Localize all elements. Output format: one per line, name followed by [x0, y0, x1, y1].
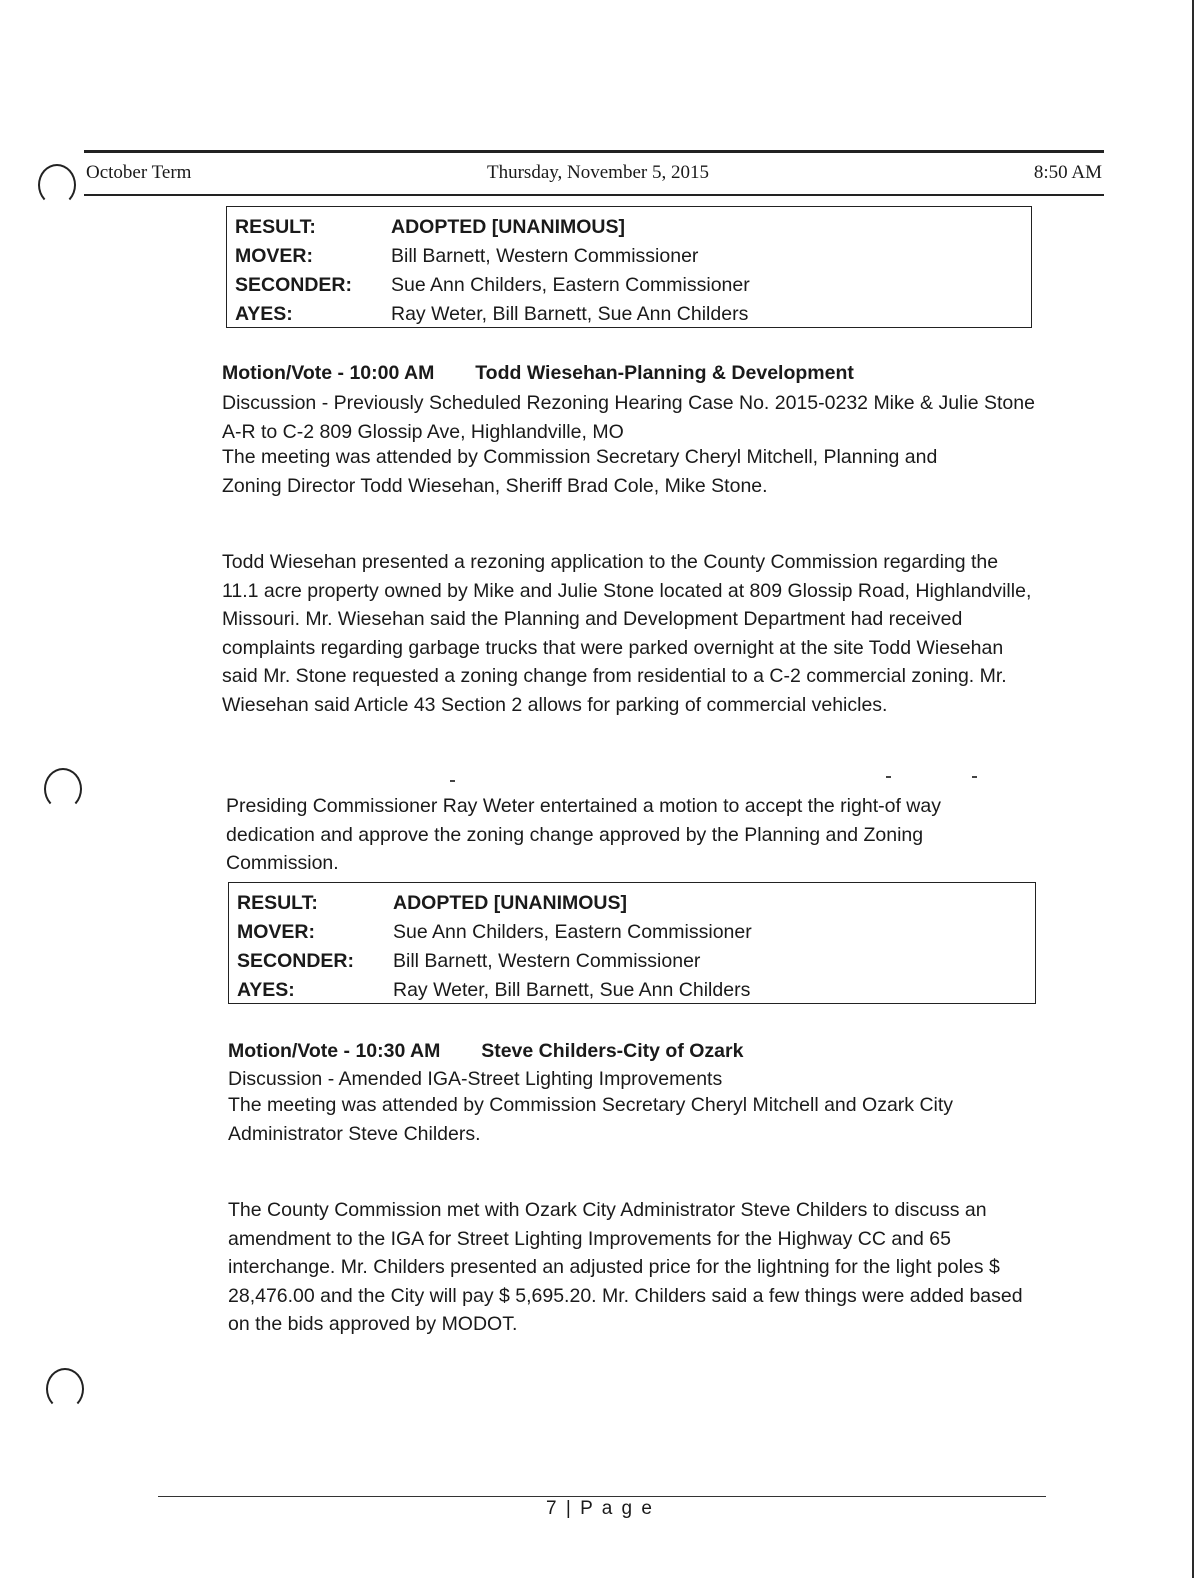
vote-row-seconder	[235, 271, 1023, 300]
body-paragraph: The County Commission met with Ozark City Administrator Steve Childers to discuss an amendment to the IGA for Street Lighting Improvements for the Highway CC and 65 interchange. Mr. Childers presented an adjusted price for the lightning for the light poles $ 28,476.00 and the City will pay $ 5,695.20. Mr. Childers said a few things were added based on the bids approved by MODOT.	[228, 1199, 1023, 1335]
vote-key: AYES:	[237, 979, 295, 1001]
header-rule-top	[84, 150, 1104, 153]
vote-key: RESULT:	[235, 216, 316, 238]
punch-hole-bottom	[46, 1368, 84, 1410]
vote-value: Bill Barnett, Western Commissioner	[393, 950, 701, 972]
scan-speck	[886, 776, 891, 778]
vote-key: MOVER:	[237, 921, 315, 943]
scan-speck	[972, 776, 977, 778]
motion-title: Todd Wiesehan-Planning & Development	[475, 362, 854, 384]
vote-row-result	[237, 889, 1027, 918]
motion-heading	[222, 362, 854, 385]
vote-value: Ray Weter, Bill Barnett, Sue Ann Childers	[391, 303, 749, 325]
motion-time: 10:00 AM	[349, 362, 435, 384]
motion-label: Motion/Vote -	[228, 1040, 351, 1062]
vote-value: Bill Barnett, Western Commissioner	[391, 245, 699, 267]
page-number: 7 | P a g e	[546, 1498, 654, 1519]
header-term: October Term	[86, 162, 192, 183]
motion-title: Steve Childers-City of Ozark	[481, 1040, 744, 1062]
vote-value: Ray Weter, Bill Barnett, Sue Ann Childers	[393, 979, 751, 1001]
footer-rule	[158, 1496, 1046, 1497]
vote-row-mover	[235, 242, 1023, 271]
page-edge-shadow	[1192, 0, 1194, 1578]
discussion-text: Discussion - Amended IGA-Street Lighting Improvements	[228, 1068, 723, 1090]
vote-key: SECONDER:	[235, 274, 353, 296]
vote-row-ayes	[237, 976, 1027, 1005]
vote-key: MOVER:	[235, 245, 313, 267]
motion-time: 10:30 AM	[355, 1040, 441, 1062]
vote-row-ayes	[235, 300, 1023, 329]
attendance-text: The meeting was attended by Commission Secretary Cheryl Mitchell, Planning and Zoning Director Todd Wiesehan, Sheriff Brad Cole, Mike Stone.	[222, 446, 938, 497]
header-time: 8:50 AM	[1033, 162, 1102, 183]
header-date: Thursday, November 5, 2015	[487, 162, 709, 183]
vote-value: ADOPTED [UNANIMOUS]	[391, 216, 625, 238]
vote-result-box	[226, 206, 1032, 328]
vote-row-result	[235, 213, 1023, 242]
vote-value: Sue Ann Childers, Eastern Commissioner	[391, 274, 750, 296]
vote-value: ADOPTED [UNANIMOUS]	[393, 892, 627, 914]
motion-label: Motion/Vote -	[222, 362, 345, 384]
discussion-text: Discussion - Previously Scheduled Rezoning Hearing Case No. 2015-0232 Mike & Julie Stone A-R to C-2 809 Glossip Ave, Highlandville, MO	[222, 392, 1035, 443]
vote-key: RESULT:	[237, 892, 318, 914]
punch-hole-middle	[44, 768, 82, 810]
vote-key: SECONDER:	[237, 950, 355, 972]
motion-heading	[228, 1040, 743, 1063]
scan-speck	[450, 780, 455, 782]
vote-key: AYES:	[235, 303, 293, 325]
vote-value: Sue Ann Childers, Eastern Commissioner	[393, 921, 752, 943]
attendance-text: The meeting was attended by Commission Secretary Cheryl Mitchell and Ozark City Administrator Steve Childers.	[228, 1094, 954, 1145]
body-paragraph: Todd Wiesehan presented a rezoning application to the County Commission regarding the 11.1 acre property owned by Mike and Julie Stone located at 809 Glossip Road, Highlandville, Missouri. Mr. Wiesehan said the Planning and Development Department had received complaints regarding garbage trucks that were parked overnight at the site Todd Wiesehan said Mr. Stone requested a zoning change from residential to a C-2 commercial zoning. Mr. Wiesehan said Article 43 Section 2 allows for parking of commercial vehicles.	[222, 551, 1032, 716]
motion-paragraph: Presiding Commissioner Ray Weter entertained a motion to accept the right-of way dedication and approve the zoning change approved by the Planning and Zoning Commission.	[226, 795, 941, 874]
vote-row-mover	[237, 918, 1027, 947]
vote-result-box	[228, 882, 1036, 1004]
header-rule-bottom	[84, 194, 1104, 196]
vote-row-seconder	[237, 947, 1027, 976]
